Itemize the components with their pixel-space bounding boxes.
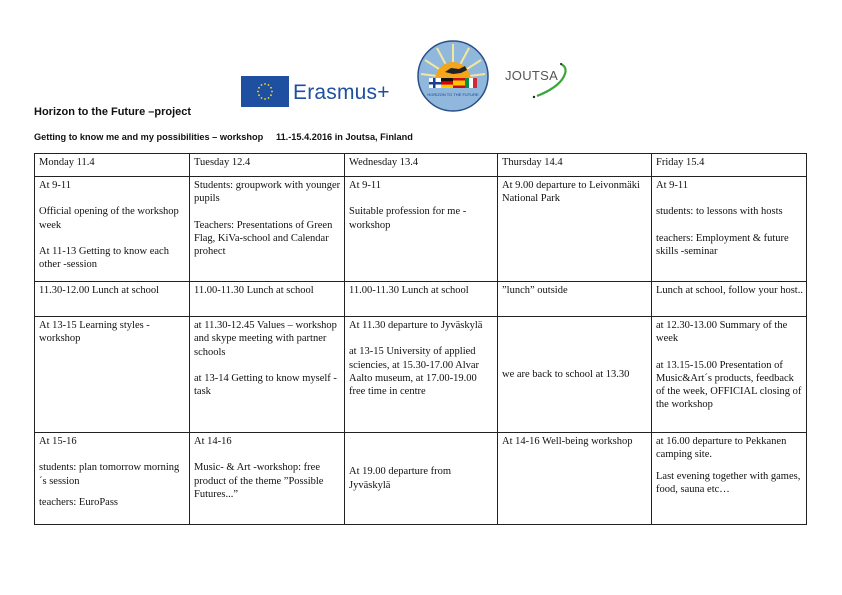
cell-text: Last evening together with games, food, sauna etc… — [656, 470, 801, 495]
document-title: Horizon to the Future –project — [34, 106, 192, 118]
cell-text: At 11.30 departure to Jyväskylä — [349, 320, 483, 331]
erasmus-logo-text: Erasmus+ — [293, 81, 390, 104]
table-cell: 11.30-12.00 Lunch at school — [35, 282, 190, 317]
horizon-logo-text: HORIZON TO THE FUTURE — [427, 92, 479, 97]
cell-text: we are back to school at 13.30 — [502, 368, 630, 380]
table-cell: 11.00-11.30 Lunch at school — [190, 282, 345, 317]
cell-text: at 11.30-12.45 Values – workshop and skype meeting with partner schools — [194, 320, 337, 358]
table-cell — [652, 433, 807, 525]
cell-text: Students: groupwork with younger pupils — [194, 180, 341, 205]
table-cell — [498, 317, 652, 433]
cell-text: At 9.00 departure to Leivonmäki National Park — [502, 180, 640, 205]
cell-text: At 15-16 — [39, 436, 77, 447]
table-cell — [345, 317, 498, 433]
cell-text: At 14-16 Well-being workshop — [502, 436, 633, 447]
cell-text: At 9-11 — [349, 180, 381, 191]
schedule-table — [34, 153, 807, 525]
cell-text: At 9-11 — [656, 180, 688, 191]
joutsa-logo-text: JOUTSA — [505, 68, 559, 83]
cell-text: Official opening of the workshop week — [39, 206, 179, 231]
table-cell: 11.00-11.30 Lunch at school — [345, 282, 498, 317]
cell-text: teachers: Employment & future skills -seminar — [656, 232, 789, 257]
cell-text: At 19.00 departure from Jyväskylä — [349, 466, 452, 491]
table-cell — [35, 177, 190, 282]
joutsa-swan-logo — [503, 62, 573, 102]
cell-text: Music- & Art -workshop: free product of the theme ”Possible Futures...” — [194, 462, 324, 500]
table-cell — [345, 177, 498, 282]
table-row-morning — [35, 177, 807, 282]
table-row-evening — [35, 433, 807, 525]
table-cell: Lunch at school, follow your host.. — [652, 282, 807, 317]
cell-text: students: plan tomorrow morning´s session — [39, 462, 180, 487]
cell-text: Suitable profession for me - workshop — [349, 206, 467, 231]
table-row-afternoon — [35, 317, 807, 433]
table-cell — [652, 177, 807, 282]
eu-stars-icon — [241, 76, 289, 107]
table-cell — [190, 317, 345, 433]
table-cell — [498, 433, 652, 525]
day-header: Wednesday 13.4 — [345, 154, 498, 177]
cell-text: at 13-14 Getting to know myself -task — [194, 372, 337, 398]
day-header: Friday 15.4 — [652, 154, 807, 177]
cell-text: Teachers: Presentations of Green Flag, KiVa-school and Calendar prohect — [194, 219, 333, 258]
table-cell — [35, 317, 190, 433]
table-header-row — [35, 154, 807, 177]
cell-text: at 13.15-15.00 Presentation of Music&Art´s products, feedback of the week, OFFICIAL closing of the workshop — [656, 359, 802, 411]
day-header: Tuesday 12.4 — [190, 154, 345, 177]
table-cell — [35, 433, 190, 525]
horizon-to-the-future-logo — [417, 40, 489, 112]
day-header: Monday 11.4 — [35, 154, 190, 177]
table-cell — [345, 433, 498, 525]
table-cell — [190, 177, 345, 282]
cell-text: At 11-13 Getting to know each other -session — [39, 245, 169, 271]
cell-text: At 14-16 — [194, 436, 232, 447]
cell-text: at 16.00 departure to Pekkanen camping site. — [656, 436, 787, 461]
table-cell: ”lunch” outside — [498, 282, 652, 317]
cell-text: students: to lessons with hosts — [656, 206, 783, 218]
cell-text: teachers: EuroPass — [39, 496, 119, 508]
table-cell — [190, 433, 345, 525]
table-cell — [498, 177, 652, 282]
cell-text: At 13-15 Learning styles - workshop — [39, 320, 150, 345]
table-cell — [652, 317, 807, 433]
day-header: Thursday 14.4 — [498, 154, 652, 177]
cell-text: At 9-11 — [39, 180, 71, 191]
cell-text: at 12.30-13.00 Summary of the week — [656, 320, 788, 345]
eu-flag-logo — [241, 76, 289, 107]
document-subtitle: Getting to know me and my possibilities – workshop 11.-15.4.2016 in Joutsa, Finland — [34, 132, 413, 142]
cell-text: at 13-15 University of applied sciencies, at 15.30-17.00 Alvar Aalto museum, at 17.00-19.00 free time in centre — [349, 346, 480, 398]
table-row-lunch — [35, 282, 807, 317]
